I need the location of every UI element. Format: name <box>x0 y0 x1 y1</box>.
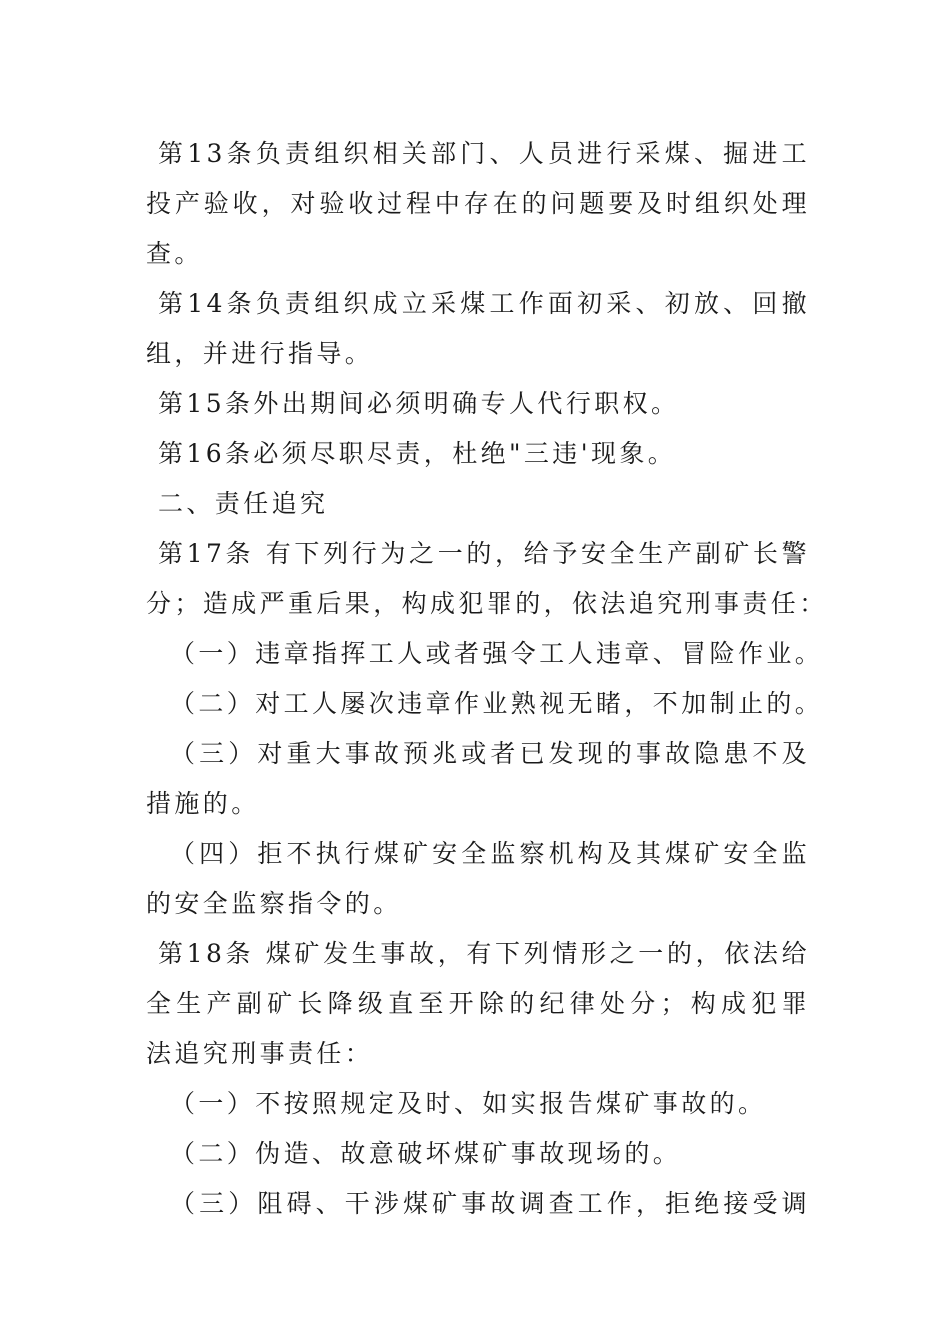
document-body <box>146 129 828 1229</box>
article-18-item-3-line-1: （三）阻碍、干涉煤矿事故调查工作，拒绝接受调 <box>170 1189 810 1218</box>
article-13-line-2: 投产验收，对验收过程中存在的问题要及时组织处理 <box>146 189 810 218</box>
article-17-line-1: 第17条 有下列行为之一的，给予安全生产副矿长警 <box>158 539 810 568</box>
article-17-line-2: 分；造成严重后果，构成犯罪的，依法追究刑事责任： <box>146 589 828 618</box>
article-13-line-3: 查。 <box>146 239 203 268</box>
section-heading: 二、责任追究 <box>158 489 329 518</box>
article-14-line-1: 第14条负责组织成立采煤工作面初采、初放、回撤 <box>158 289 810 318</box>
article-18-line-3: 法追究刑事责任： <box>146 1039 374 1068</box>
article-17-item-2: （二）对工人屡次违章作业熟视无睹，不加制止的。 <box>170 689 824 718</box>
article-17-item-1: （一）违章指挥工人或者强令工人违章、冒险作业。 <box>170 639 824 668</box>
article-18-item-1: （一）不按照规定及时、如实报告煤矿事故的。 <box>170 1089 767 1118</box>
article-17-item-3-line-1: （三）对重大事故预兆或者已发现的事故隐患不及 <box>170 739 810 768</box>
article-17-item-4-line-2: 的安全监察指令的。 <box>146 889 402 918</box>
article-15-line: 第15条外出期间必须明确专人代行职权。 <box>158 389 680 418</box>
article-18-line-1: 第18条 煤矿发生事故，有下列情形之一的，依法给 <box>158 939 810 968</box>
article-18-item-2: （二）伪造、故意破坏煤矿事故现场的。 <box>170 1139 682 1168</box>
article-17-item-4-line-1: （四）拒不执行煤矿安全监察机构及其煤矿安全监 <box>170 839 810 868</box>
article-16-line: 第16条必须尽职尽责，杜绝"三违'现象。 <box>158 439 677 468</box>
article-17-item-3-line-2: 措施的。 <box>146 789 260 818</box>
article-14-line-2: 组，并进行指导。 <box>146 339 374 368</box>
article-13-line-1: 第13条负责组织相关部门、人员进行采煤、掘进工 <box>158 139 810 168</box>
article-18-line-2: 全生产副矿长降级直至开除的纪律处分；构成犯罪 <box>146 989 810 1018</box>
